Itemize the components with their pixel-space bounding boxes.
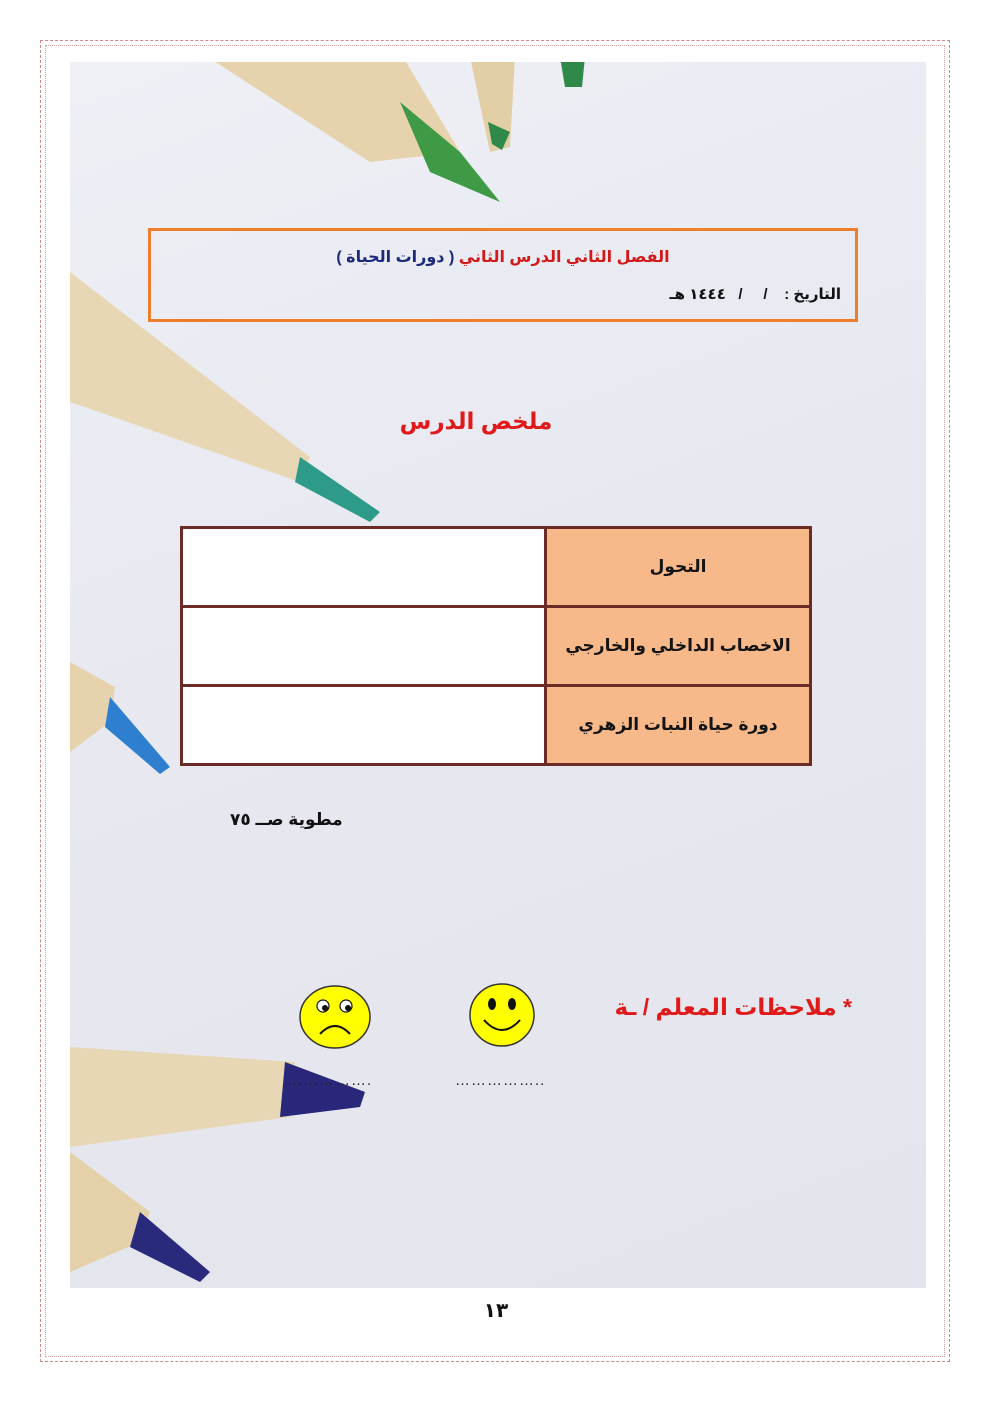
lesson-header-box <box>148 228 858 322</box>
answer-cell[interactable] <box>182 528 546 607</box>
teacher-notes-label: * ملاحظات المعلم / ـة <box>614 994 852 1020</box>
lesson-prefix: الفصل الثاني الدرس الثاني <box>458 249 670 266</box>
sad-notes-dots: ……………. <box>287 1072 373 1089</box>
summary-title: ملخص الدرس <box>399 408 553 434</box>
lesson-topic: ( دورات الحياة ) <box>336 249 455 266</box>
table-row <box>182 686 811 765</box>
term-cell: الاخصاب الداخلي والخارجي <box>546 607 811 686</box>
date-line: التاريخ : / / ١٤٤٤ هـ <box>669 286 841 303</box>
happy-face-icon <box>468 982 536 1048</box>
page-number: ١٣ <box>483 1300 509 1322</box>
table-row <box>182 607 811 686</box>
fold-reference: مطوية صــ ٧٥ <box>230 810 343 829</box>
happy-notes-dots: …………….. <box>455 1072 546 1089</box>
answer-cell[interactable] <box>182 686 546 765</box>
sad-face-icon <box>298 984 372 1050</box>
answer-cell[interactable] <box>182 607 546 686</box>
summary-table <box>180 526 812 766</box>
term-cell: دورة حياة النبات الزهري <box>546 686 811 765</box>
lesson-title <box>151 247 855 267</box>
term-cell: التحول <box>546 528 811 607</box>
table-row <box>182 528 811 607</box>
